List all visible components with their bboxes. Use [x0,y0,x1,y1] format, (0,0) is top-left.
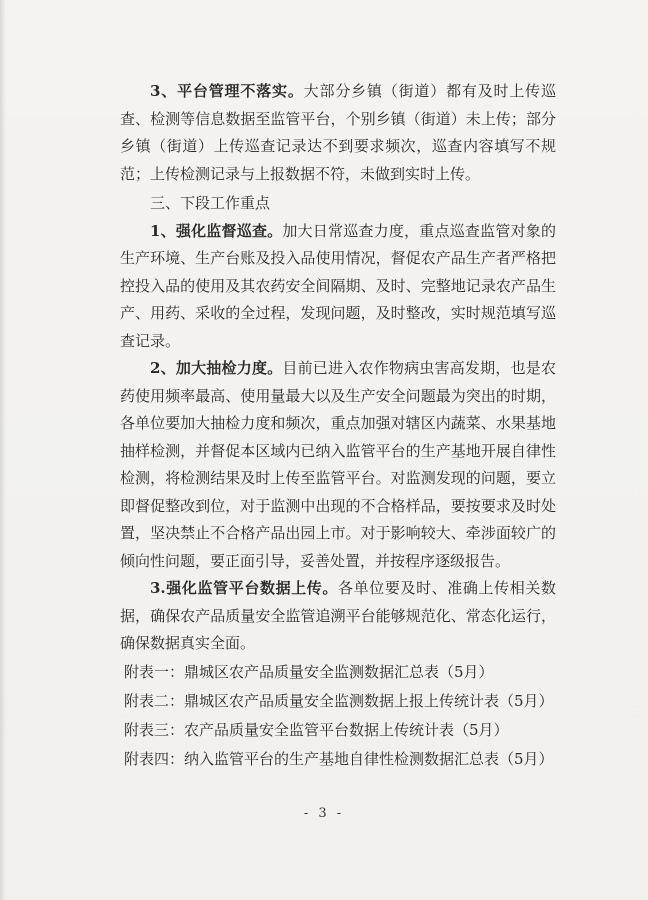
appendix-item: 附表一：鼎城区农产品质量安全监测数据汇总表（5月） [124,662,494,681]
item-3-paragraph [120,575,556,658]
appendix-list [120,658,556,774]
scan-edge-shadow [0,0,6,900]
item-1-paragraph [120,218,556,356]
item-1-title: 1、强化监督巡查。 [150,221,283,240]
section3-paragraph [120,78,556,188]
appendix-item: 附表四：纳入监管平台的生产基地自律性检测数据汇总表（5月） [124,749,554,768]
section3-text: 大部分乡镇（街道）都有及时上传巡查、检测等信息数据至监管平台，个别乡镇（街道）未上传；部分乡镇（街道）上传巡查记录达不到要求频次，巡查内容填写不规范；上传检测记录与上报数据不符，未做到实时上传。 [120,82,556,183]
section3-title: 3、平台管理不落实。 [150,82,304,100]
page-number: - 3 - [303,806,345,821]
document-body [120,78,556,774]
appendix-item: 附表三：农产品质量安全监管平台数据上传统计表（5月） [124,720,509,739]
appendix-item: 附表二：鼎城区农产品质量安全监测数据上报上传统计表（5月） [124,691,554,710]
item-2-paragraph [120,355,556,575]
next-stage-heading: 三、下段工作重点 [150,194,271,212]
item-3-text: 各单位要及时、准确上传相关数据，确保农产品质量安全监管追溯平台能够规范化、常态化运行，确保数据真实全面。 [120,579,556,652]
item-3-title: 3.强化监管平台数据上传。 [150,579,339,597]
item-2-title: 2、加大抽检力度。 [150,359,283,377]
item-1-text: 加大日常巡查力度，重点巡查监管对象的生产环境、生产台账及投入品使用情况，督促农产品生产者严格把控投入品的使用及其农药安全间隔期、及时、完整地记录农产品生产、用药、采收的全过程，发现问题，及时整改，实时规范填写巡查记录。 [120,221,556,350]
item-2-text: 目前已进入农作物病虫害高发期，也是农药使用频率最高、使用量最大以及生产安全问题最为突出的时期，各单位要加大抽检力度和频次，重点加强对辖区内蔬菜、水果基地抽样检测，并督促本区域内已纳入监管平台的生产基地开展自律性检测，将检测结果及时上传至监管平台。对监测发现的问题，要立即督促整改到位，对于监测中出现的不合格样品，要按要求及时处置，坚决禁止不合格产品出园上市。对于影响较大、牵涉面较广的倾向性问题，要正面引导，妥善处置，并按程序逐级报告。 [120,359,556,570]
